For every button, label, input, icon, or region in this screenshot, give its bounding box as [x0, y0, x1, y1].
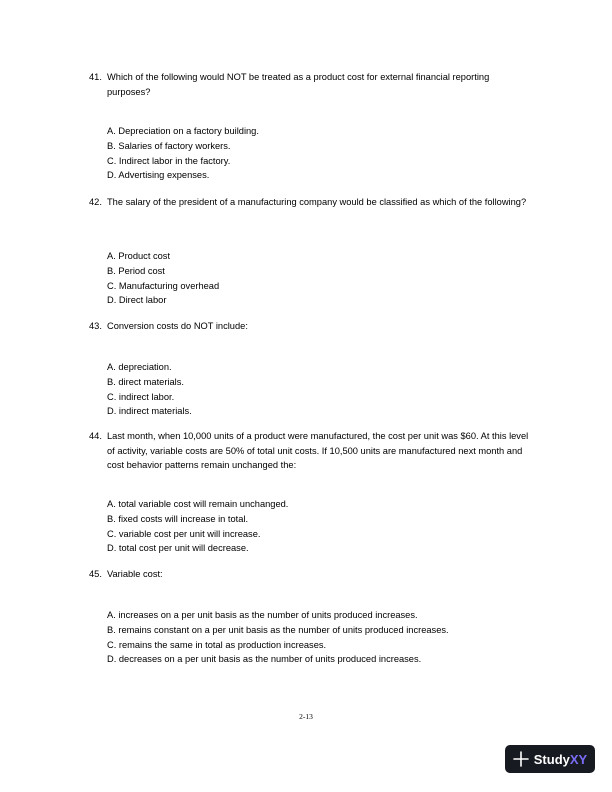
answer-option: B. Period cost — [107, 265, 165, 276]
answer-option: D. indirect materials. — [107, 406, 192, 417]
question-43 — [89, 319, 529, 334]
answer-options-43 — [107, 360, 192, 419]
answer-option: B. remains constant on a per unit basis as the number of units produced increases. — [107, 624, 449, 635]
brand-name — [534, 752, 587, 767]
question-41 — [89, 70, 529, 99]
answer-option: D. Advertising expenses. — [107, 170, 210, 181]
question-number: 42. — [89, 197, 102, 207]
question-number: 43. — [89, 321, 102, 331]
answer-option: C. indirect labor. — [107, 391, 175, 402]
question-stem: Last month, when 10,000 units of a product were manufactured, the cost per unit was $60. At this level of activity, variable costs are 50% of total unit costs. If 10,500 units are manufactured next month and cost behavior patterns remain unchanged the: — [107, 431, 529, 470]
page-number: 2-13 — [299, 712, 313, 721]
answer-options-44 — [107, 497, 288, 556]
studyxy-logo-badge[interactable] — [505, 745, 595, 773]
answer-option: B. direct materials. — [107, 376, 184, 387]
answer-option: D. total cost per unit will decrease. — [107, 543, 249, 554]
answer-options-45 — [107, 608, 449, 667]
answer-option: C. variable cost per unit will increase. — [107, 528, 261, 539]
answer-option: A. depreciation. — [107, 362, 172, 372]
question-number: 41. — [89, 72, 102, 82]
answer-option: A. Depreciation on a factory building. — [107, 126, 259, 136]
answer-options-42 — [107, 249, 219, 308]
question-stem: Conversion costs do NOT include: — [107, 321, 248, 331]
question-number: 45. — [89, 569, 102, 579]
plus-cross-icon — [513, 751, 529, 767]
brand-name-study: Study — [533, 751, 570, 767]
answer-option: D. decreases on a per unit basis as the number of units produced increases. — [107, 654, 422, 665]
question-45 — [89, 567, 529, 582]
answer-option: C. Manufacturing overhead — [107, 280, 220, 291]
question-stem: Variable cost: — [107, 569, 163, 579]
question-stem: The salary of the president of a manufacturing company would be classified as which of the following? — [107, 197, 527, 207]
answer-options-41 — [107, 124, 259, 183]
answer-option: C. Indirect labor in the factory. — [107, 155, 231, 166]
question-42 — [89, 195, 529, 210]
answer-option: B. Salaries of factory workers. — [107, 140, 231, 151]
question-stem: Which of the following would NOT be treated as a product cost for external financial reporting purposes? — [107, 72, 490, 97]
answer-option: D. Direct labor — [107, 295, 167, 306]
answer-option: A. increases on a per unit basis as the number of units produced increases. — [107, 610, 418, 620]
brand-name-xy: XY — [569, 751, 588, 767]
question-44 — [89, 429, 529, 473]
answer-option: B. fixed costs will increase in total. — [107, 513, 249, 524]
answer-option: A. total variable cost will remain unchanged. — [107, 499, 289, 509]
answer-option: C. remains the same in total as production increases. — [107, 639, 327, 650]
answer-option: A. Product cost — [107, 251, 171, 261]
question-number: 44. — [89, 431, 102, 441]
